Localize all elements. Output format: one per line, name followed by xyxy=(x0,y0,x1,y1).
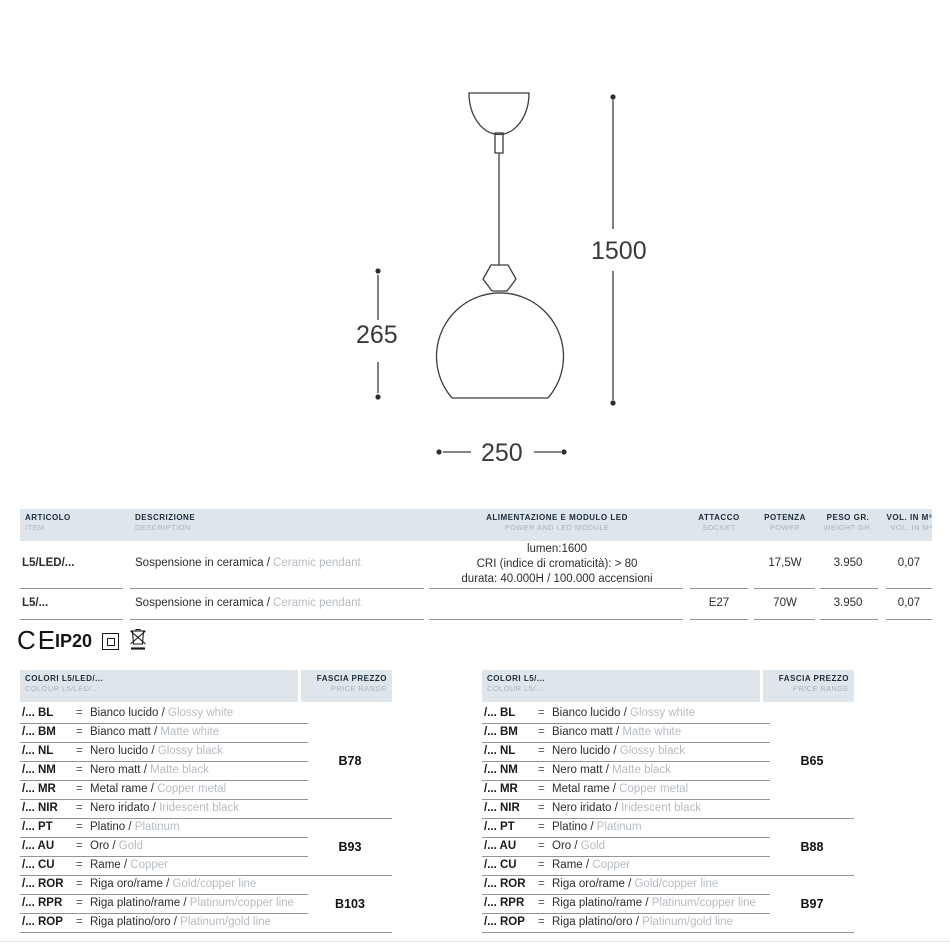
color-name: Nero lucido / Glossy black xyxy=(552,745,685,757)
equals-sign: = xyxy=(76,783,83,795)
col-header-en: DESCRIPTION xyxy=(135,523,191,532)
spec-row-weight: 3.950 xyxy=(833,597,863,609)
color-code: /... CU xyxy=(22,859,55,871)
color-row xyxy=(482,837,770,857)
color-code: /... ROP xyxy=(22,916,63,928)
col-header-alimentazione xyxy=(430,513,684,532)
price-header-it: FASCIA PREZZO xyxy=(778,674,849,683)
dim-dot xyxy=(375,394,380,399)
color-code: /... AU xyxy=(22,840,55,852)
equals-sign: = xyxy=(76,859,83,871)
color-code: /... NL xyxy=(484,745,516,757)
ip20-rating-label: IP20 xyxy=(55,631,93,651)
equals-sign: = xyxy=(76,916,83,928)
col-header-en: VOL. IN M³ xyxy=(890,523,932,532)
col-header-descrizione xyxy=(135,513,195,532)
price-header-en: PRICE RANGE xyxy=(330,684,387,693)
col-header-articolo xyxy=(25,513,71,532)
col-header-it: DESCRIZIONE xyxy=(135,513,196,522)
row-divider xyxy=(20,619,123,620)
spec-row-description xyxy=(135,597,361,610)
row-divider xyxy=(429,619,683,620)
row-divider xyxy=(690,619,748,620)
color-row xyxy=(20,780,308,800)
color-code: /... RPR xyxy=(22,897,63,909)
color-row xyxy=(20,761,308,781)
row-divider xyxy=(820,588,878,589)
strain-relief-shape xyxy=(495,133,503,153)
color-code: /... ROR xyxy=(484,878,526,890)
color-name: Rame / Copper xyxy=(552,859,631,871)
price-range-header xyxy=(763,674,849,693)
spec-row-weight: 3.950 xyxy=(833,557,863,569)
color-name: Riga oro/rame / Gold/copper line xyxy=(552,878,719,890)
color-row xyxy=(20,913,308,933)
color-code: /... MR xyxy=(484,783,518,795)
color-row xyxy=(482,894,770,914)
color-row xyxy=(482,742,770,762)
equals-sign: = xyxy=(76,897,83,909)
led-line-lumen: lumen:1600 xyxy=(526,543,588,555)
spec-row-led-module xyxy=(430,542,684,587)
color-code: /... PT xyxy=(484,821,515,833)
spec-row-description xyxy=(135,557,361,570)
spec-row-socket: E27 xyxy=(708,597,730,609)
spec-row-volume: 0,07 xyxy=(897,597,921,609)
equals-sign: = xyxy=(538,745,545,757)
equals-sign: = xyxy=(76,821,83,833)
color-name: Platino / Platinum xyxy=(90,821,180,833)
page-bottom-border xyxy=(0,941,950,942)
spec-row-power: 17,5W xyxy=(768,557,802,569)
equals-sign: = xyxy=(538,707,545,719)
row-divider xyxy=(690,588,748,589)
equals-sign: = xyxy=(76,878,83,890)
row-divider xyxy=(886,619,932,620)
equals-sign: = xyxy=(76,764,83,776)
color-name: Nero lucido / Glossy black xyxy=(90,745,223,757)
price-range-header xyxy=(301,674,387,693)
spec-row-power: 70W xyxy=(773,597,797,609)
col-header-attacco xyxy=(684,513,754,532)
dim-dot xyxy=(561,449,566,454)
color-code: /... PT xyxy=(22,821,53,833)
col-header-potenza xyxy=(750,513,820,532)
color-code: /... NIR xyxy=(484,802,520,814)
color-code: /... MR xyxy=(22,783,56,795)
color-row xyxy=(20,799,308,819)
equals-sign: = xyxy=(538,916,545,928)
color-name: Riga oro/rame / Gold/copper line xyxy=(90,878,257,890)
price-range-value: B78 xyxy=(308,704,392,819)
col-header-vol xyxy=(853,513,932,532)
color-name: Riga platino/rame / Platinum/copper line xyxy=(552,897,756,909)
col-header-it: ARTICOLO xyxy=(25,513,71,522)
color-code: /... BM xyxy=(22,726,56,738)
equals-sign: = xyxy=(538,726,545,738)
color-name: Bianco lucido / Glossy white xyxy=(90,707,234,719)
color-row xyxy=(482,723,770,743)
color-code: /... NM xyxy=(22,764,56,776)
price-range-value: B65 xyxy=(770,704,854,819)
color-table-title-it: COLORI L5/... xyxy=(487,674,546,683)
color-name: Bianco lucido / Glossy white xyxy=(552,707,696,719)
row-divider xyxy=(886,588,932,589)
equals-sign: = xyxy=(76,840,83,852)
col-header-it: PESO GR. xyxy=(826,513,870,522)
color-row xyxy=(482,761,770,781)
color-name: Nero iridato / Iridescent black xyxy=(552,802,701,814)
equals-sign: = xyxy=(538,783,545,795)
equals-sign: = xyxy=(76,745,83,757)
equals-sign: = xyxy=(538,897,545,909)
spec-row-item: L5/... xyxy=(22,597,49,609)
color-row xyxy=(20,875,308,895)
equals-sign: = xyxy=(538,859,545,871)
color-row xyxy=(20,856,308,876)
col-header-en: POWER AND LED MODULE xyxy=(504,523,610,532)
col-header-en: SOCKET xyxy=(702,523,736,532)
row-divider xyxy=(429,588,683,589)
color-name: Oro / Gold xyxy=(552,840,606,852)
color-table-title xyxy=(25,674,103,693)
color-row xyxy=(20,723,308,743)
equals-sign: = xyxy=(538,878,545,890)
color-row xyxy=(482,818,770,838)
color-row xyxy=(20,894,308,914)
color-code: /... ROR xyxy=(22,878,64,890)
color-row xyxy=(482,856,770,876)
col-header-en: POWER xyxy=(769,523,801,532)
pendant-lamp-drawing xyxy=(340,80,660,475)
description-en: Ceramic pendant xyxy=(273,597,361,609)
color-row xyxy=(20,818,308,838)
slash-separator: / xyxy=(266,597,270,609)
row-divider xyxy=(20,588,123,589)
row-divider xyxy=(820,619,878,620)
color-code: /... BM xyxy=(484,726,518,738)
color-name: Nero matt / Matte black xyxy=(90,764,209,776)
color-code: /... BL xyxy=(22,707,54,719)
color-name: Nero matt / Matte black xyxy=(552,764,671,776)
price-range-value: B97 xyxy=(770,875,854,933)
class-ii-insulation-icon xyxy=(102,633,119,650)
led-line-cri: CRI (indice di cromaticità): > 80 xyxy=(476,558,638,570)
sphere-shade-shape xyxy=(436,293,563,398)
color-name: Riga platino/rame / Platinum/copper line xyxy=(90,897,294,909)
color-code: /... BL xyxy=(484,707,516,719)
equals-sign: = xyxy=(538,764,545,776)
color-name: Bianco matt / Matte white xyxy=(552,726,682,738)
price-header-en: PRICE RANGE xyxy=(792,684,849,693)
dim-label-total: 1500 xyxy=(591,237,647,265)
description-it: Sospensione in ceramica xyxy=(135,597,264,609)
color-row xyxy=(482,799,770,819)
color-row xyxy=(20,837,308,857)
dim-label-diameter: 250 xyxy=(481,439,523,467)
color-name: Rame / Copper xyxy=(90,859,169,871)
canopy-shape xyxy=(469,93,529,135)
color-name: Nero iridato / Iridescent black xyxy=(90,802,239,814)
row-divider xyxy=(130,619,424,620)
color-name: Riga platino/oro / Platinum/gold line xyxy=(552,916,733,928)
color-code: /... NM xyxy=(484,764,518,776)
weee-crossed-bin-icon xyxy=(128,628,148,651)
color-table-title xyxy=(487,674,545,693)
ce-mark-icon: CE xyxy=(17,625,58,655)
color-row xyxy=(482,704,770,724)
color-code: /... CU xyxy=(484,859,517,871)
class-ii-inner-square xyxy=(107,638,115,646)
row-divider xyxy=(130,588,424,589)
price-range-value: B93 xyxy=(308,818,392,876)
slash-separator: / xyxy=(266,557,270,569)
spec-row-volume: 0,07 xyxy=(897,557,921,569)
col-header-en: WEIGHT GR. xyxy=(823,523,873,532)
col-header-it: ALIMENTAZIONE E MODULO LED xyxy=(486,513,628,522)
color-row xyxy=(20,704,308,724)
led-line-durata: durata: 40.000H / 100.000 accensioni xyxy=(461,573,653,585)
price-header-it: FASCIA PREZZO xyxy=(316,674,387,683)
equals-sign: = xyxy=(76,802,83,814)
color-table-title-en: COLOUR L5/LED/... xyxy=(25,684,100,693)
dim-dot xyxy=(375,268,380,273)
color-code: /... NL xyxy=(22,745,54,757)
equals-sign: = xyxy=(76,707,83,719)
color-name: Bianco matt / Matte white xyxy=(90,726,220,738)
color-table-title-it: COLORI L5/LED/... xyxy=(25,674,104,683)
spec-row-item: L5/LED/... xyxy=(22,557,75,569)
color-row xyxy=(482,875,770,895)
col-header-it: ATTACCO xyxy=(698,513,740,522)
equals-sign: = xyxy=(76,726,83,738)
color-code: /... ROP xyxy=(484,916,525,928)
color-name: Metal rame / Copper metal xyxy=(90,783,227,795)
description-en: Ceramic pendant xyxy=(273,557,361,569)
color-row xyxy=(482,780,770,800)
description-it: Sospensione in ceramica xyxy=(135,557,264,569)
col-header-it: POTENZA xyxy=(764,513,806,522)
color-row xyxy=(20,742,308,762)
price-range-value: B103 xyxy=(308,875,392,933)
color-name: Platino / Platinum xyxy=(552,821,642,833)
dim-label-height: 265 xyxy=(356,321,398,349)
equals-sign: = xyxy=(538,821,545,833)
col-header-it: VOL. IN M³ xyxy=(886,513,932,522)
color-code: /... RPR xyxy=(484,897,525,909)
dim-dot xyxy=(436,449,441,454)
color-row xyxy=(482,913,770,933)
equals-sign: = xyxy=(538,840,545,852)
row-divider xyxy=(754,588,815,589)
connector-shape xyxy=(483,265,516,291)
col-header-en: ITEM xyxy=(25,523,45,532)
dim-dot xyxy=(610,400,615,405)
price-range-value: B88 xyxy=(770,818,854,876)
color-name: Riga platino/oro / Platinum/gold line xyxy=(90,916,271,928)
color-name: Oro / Gold xyxy=(90,840,144,852)
color-code: /... AU xyxy=(484,840,517,852)
color-table-title-en: COLOUR L5/... xyxy=(487,684,544,693)
color-name: Metal rame / Copper metal xyxy=(552,783,689,795)
row-divider xyxy=(754,619,815,620)
color-code: /... NIR xyxy=(22,802,58,814)
dim-dot xyxy=(610,94,615,99)
equals-sign: = xyxy=(538,802,545,814)
